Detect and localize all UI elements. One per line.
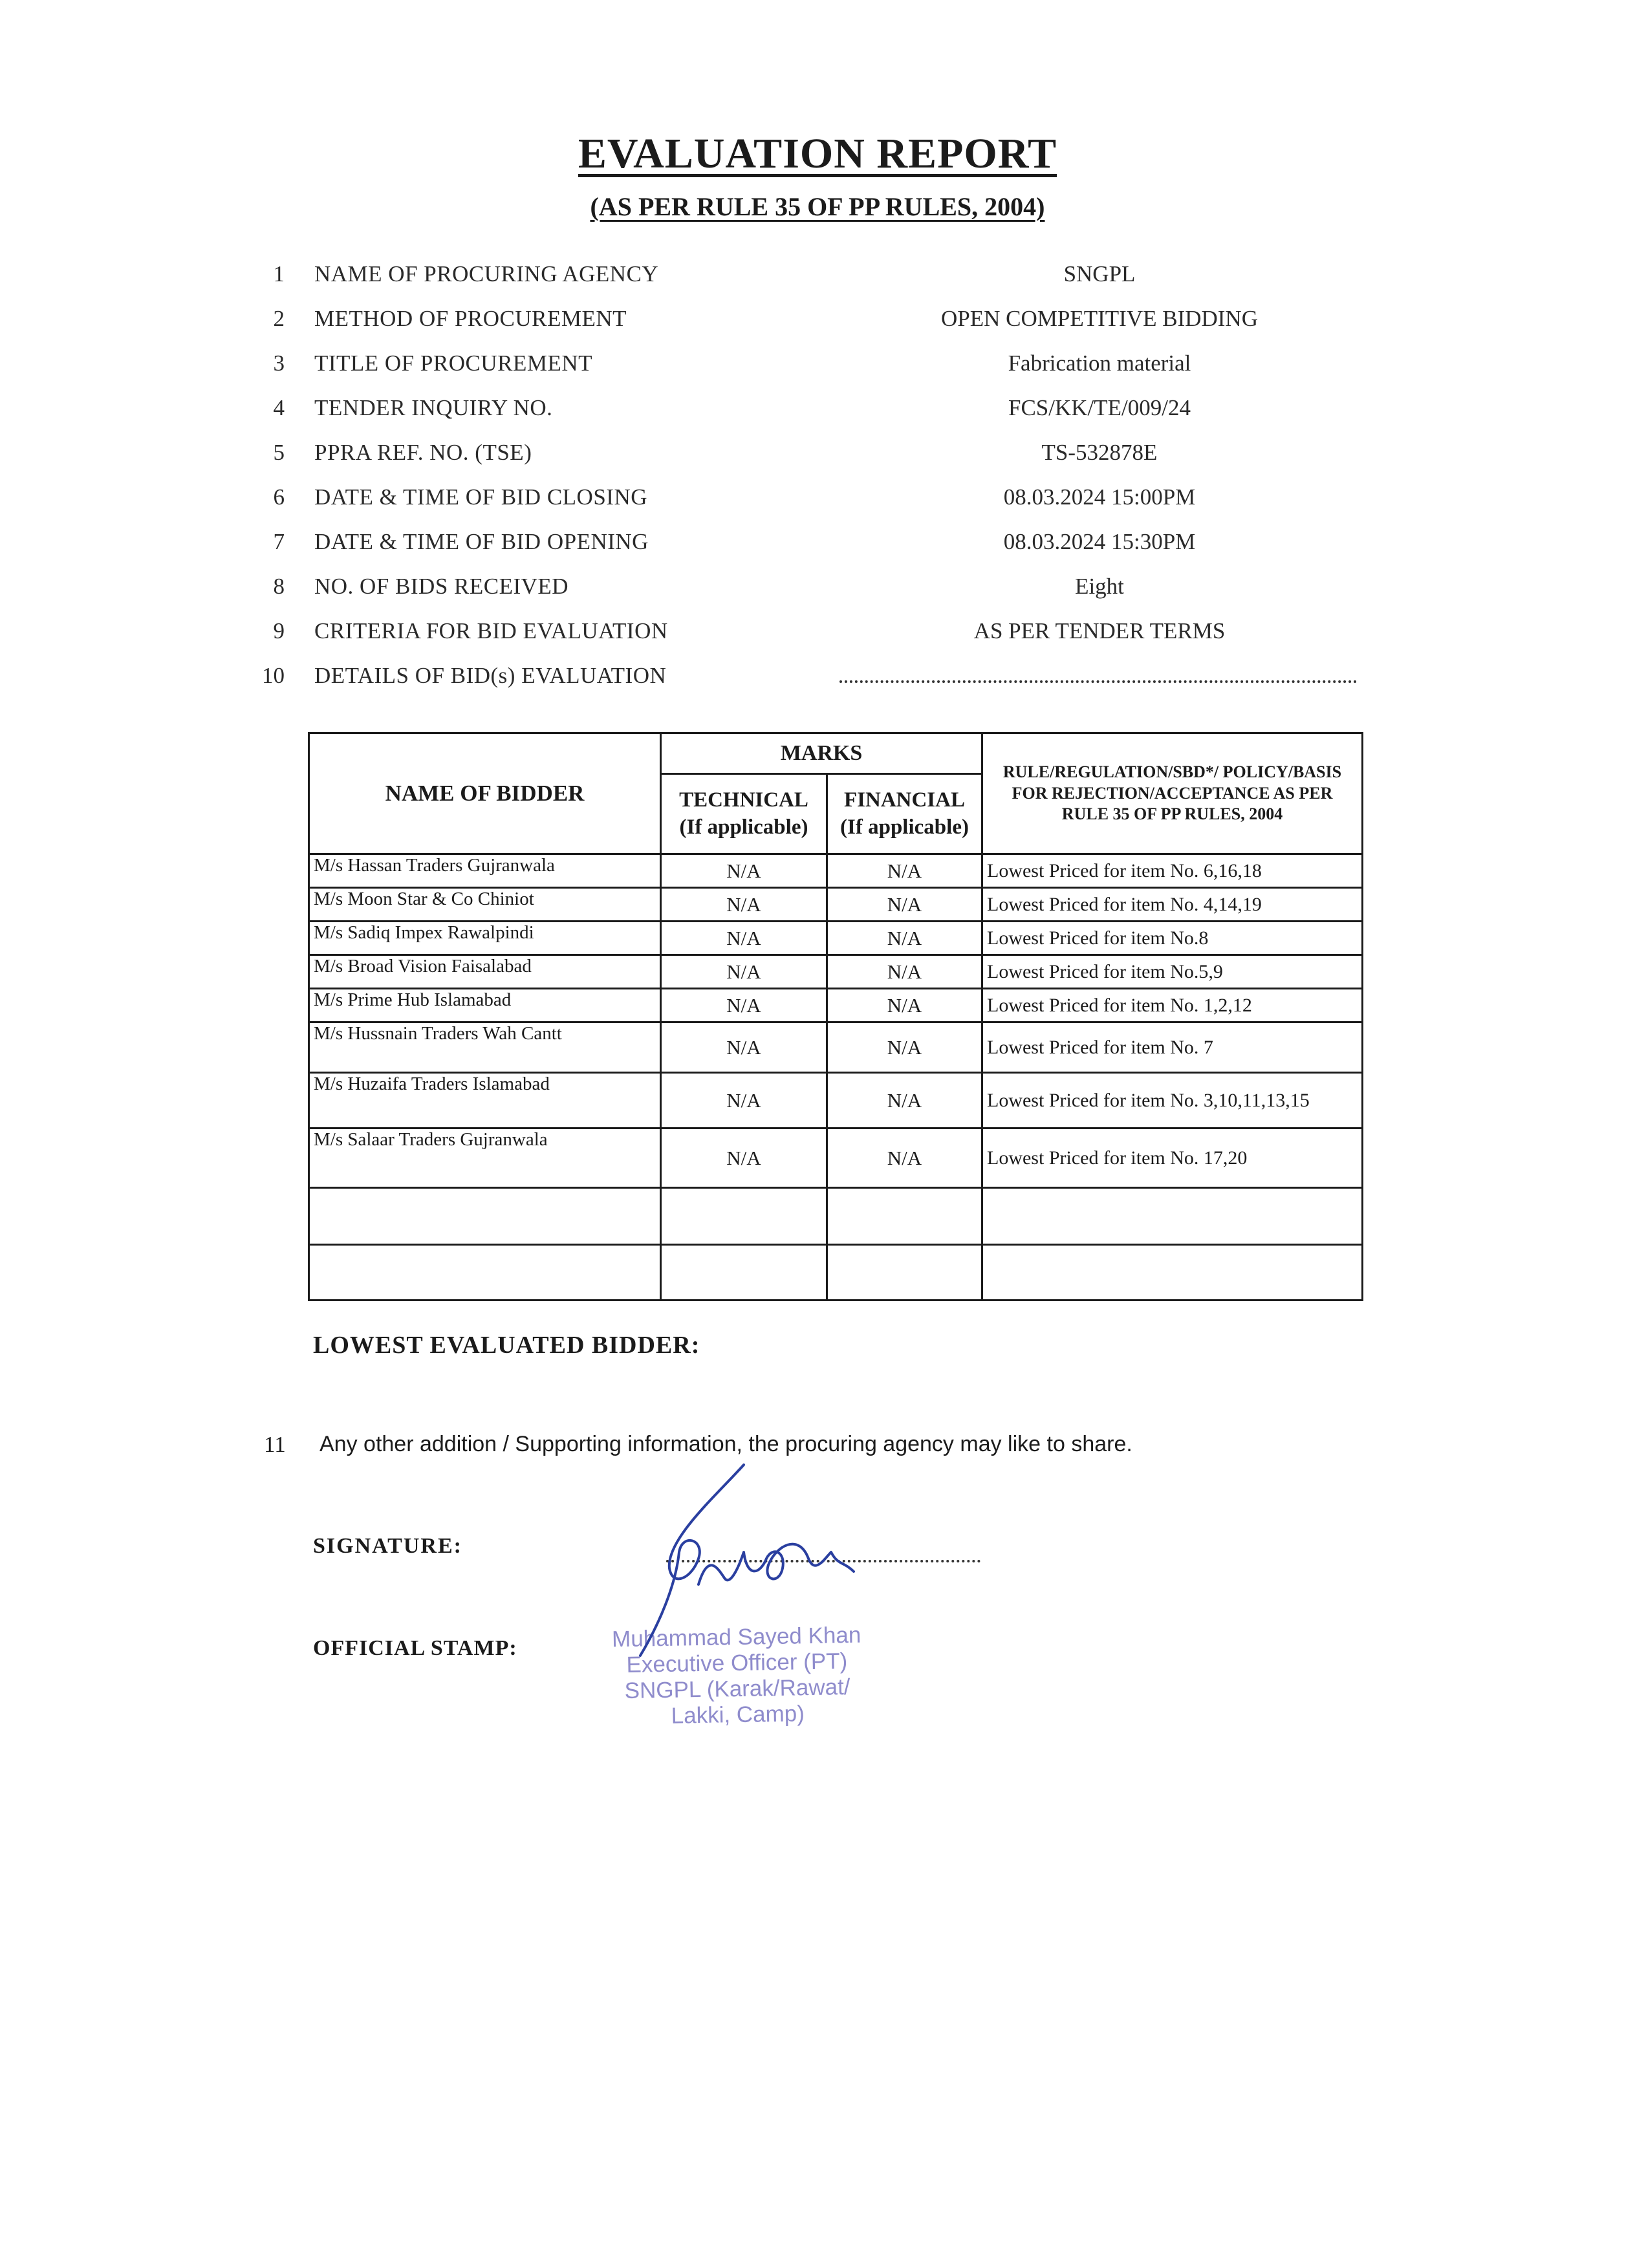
technical-mark: N/A bbox=[661, 955, 827, 989]
evaluation-basis: Lowest Priced for item No. 3,10,11,13,15 bbox=[982, 1073, 1363, 1129]
detail-value: Fabrication material bbox=[1008, 351, 1191, 376]
detail-number: 6 bbox=[273, 484, 285, 510]
detail-row bbox=[0, 618, 1635, 657]
financial-mark: N/A bbox=[827, 989, 982, 1022]
table-row bbox=[309, 1073, 1363, 1129]
financial-mark: N/A bbox=[827, 888, 982, 922]
empty-table-row bbox=[309, 1245, 1363, 1301]
detail-value: 08.03.2024 15:30PM bbox=[1003, 529, 1196, 554]
financial-mark: N/A bbox=[827, 1073, 982, 1129]
header-technical-note: (If applicable) bbox=[679, 815, 808, 839]
note-number: 11 bbox=[264, 1432, 286, 1457]
detail-label: PPRA REF. NO. (TSE) bbox=[314, 440, 532, 465]
evaluation-basis: Lowest Priced for item No. 4,14,19 bbox=[982, 888, 1363, 922]
bidder-name: M/s Broad Vision Faisalabad bbox=[309, 955, 661, 989]
bidder-name: M/s Hussnain Traders Wah Cantt bbox=[309, 1022, 661, 1073]
bidder-name: M/s Huzaifa Traders Islamabad bbox=[309, 1073, 661, 1129]
bidder-name: M/s Hassan Traders Gujranwala bbox=[309, 854, 661, 888]
technical-mark: N/A bbox=[661, 888, 827, 922]
detail-value: OPEN COMPETITIVE BIDDING bbox=[941, 306, 1258, 331]
detail-row bbox=[0, 529, 1635, 568]
stamp-line: SNGPL (Karak/Rawat/ bbox=[624, 1674, 850, 1704]
evaluation-basis: Lowest Priced for item No. 17,20 bbox=[982, 1129, 1363, 1188]
detail-label: DATE & TIME OF BID OPENING bbox=[314, 529, 649, 554]
table-row bbox=[309, 888, 1363, 922]
evaluation-basis: Lowest Priced for item No. 7 bbox=[982, 1022, 1363, 1073]
header-bidder-name: NAME OF BIDDER bbox=[309, 733, 661, 854]
detail-row bbox=[0, 351, 1635, 389]
detail-value: AS PER TENDER TERMS bbox=[973, 618, 1226, 643]
table-row bbox=[309, 1129, 1363, 1188]
report-subtitle: (AS PER RULE 35 OF PP RULES, 2004) bbox=[590, 192, 1045, 221]
lowest-evaluated-bidder-label: LOWEST EVALUATED BIDDER: bbox=[313, 1332, 700, 1359]
note-text: Any other addition / Supporting information, the procuring agency may like to share. bbox=[319, 1432, 1132, 1456]
detail-number: 8 bbox=[273, 574, 285, 599]
detail-label: NO. OF BIDS RECEIVED bbox=[314, 574, 569, 599]
report-title: EVALUATION REPORT bbox=[578, 130, 1057, 177]
bidder-name: M/s Sadiq Impex Rawalpindi bbox=[309, 922, 661, 955]
detail-label: TITLE OF PROCUREMENT bbox=[314, 351, 592, 376]
table-row bbox=[309, 922, 1363, 955]
financial-mark: N/A bbox=[827, 955, 982, 989]
signature-label: SIGNATURE: bbox=[313, 1534, 462, 1558]
detail-value: TS-532878E bbox=[1041, 440, 1158, 465]
technical-mark: N/A bbox=[661, 922, 827, 955]
technical-mark: N/A bbox=[661, 1073, 827, 1129]
detail-number: 2 bbox=[273, 306, 285, 331]
bidder-name: M/s Salaar Traders Gujranwala bbox=[309, 1129, 661, 1188]
financial-mark: N/A bbox=[827, 922, 982, 955]
technical-mark: N/A bbox=[661, 854, 827, 888]
bidder-name: M/s Prime Hub Islamabad bbox=[309, 989, 661, 1022]
technical-mark: N/A bbox=[661, 1022, 827, 1073]
evaluation-basis: Lowest Priced for item No.8 bbox=[982, 922, 1363, 955]
detail-number: 5 bbox=[273, 440, 285, 465]
detail-value: SNGPL bbox=[1063, 261, 1136, 286]
detail-label: CRITERIA FOR BID EVALUATION bbox=[314, 618, 668, 643]
detail-value: FCS/KK/TE/009/24 bbox=[1008, 395, 1191, 420]
stamp-line: Executive Officer (PT) bbox=[626, 1648, 848, 1678]
detail-label: TENDER INQUIRY NO. bbox=[314, 395, 553, 420]
detail-row bbox=[0, 395, 1635, 434]
header-technical bbox=[661, 774, 827, 854]
stamp-line: Muhammad Sayed Khan bbox=[611, 1622, 861, 1652]
table-header-row bbox=[309, 733, 1363, 774]
header-financial-label: FINANCIAL bbox=[843, 788, 965, 812]
detail-number: 1 bbox=[273, 261, 285, 286]
bid-evaluation-table bbox=[308, 732, 1363, 1301]
evaluation-basis: Lowest Priced for item No. 6,16,18 bbox=[982, 854, 1363, 888]
table-row bbox=[309, 955, 1363, 989]
table-row bbox=[309, 989, 1363, 1022]
technical-mark: N/A bbox=[661, 989, 827, 1022]
detail-value: Eight bbox=[1075, 574, 1124, 599]
detail-number: 9 bbox=[273, 618, 285, 643]
header-financial-note: (If applicable) bbox=[840, 815, 969, 839]
table-row bbox=[309, 854, 1363, 888]
header-technical-label: TECHNICAL bbox=[679, 788, 808, 812]
handwritten-signature bbox=[621, 1455, 893, 1669]
empty-table-row bbox=[309, 1188, 1363, 1245]
evaluation-basis: Lowest Priced for item No.5,9 bbox=[982, 955, 1363, 989]
detail-row bbox=[0, 663, 1635, 702]
financial-mark: N/A bbox=[827, 1022, 982, 1073]
detail-number: 10 bbox=[262, 663, 285, 688]
detail-label: NAME OF PROCURING AGENCY bbox=[314, 261, 659, 286]
detail-number: 7 bbox=[273, 529, 285, 554]
detail-value: 08.03.2024 15:00PM bbox=[1003, 484, 1196, 510]
detail-number: 4 bbox=[273, 395, 285, 420]
header-rule-basis: RULE/REGULATION/SBD*/ POLICY/BASIS FOR REJECTION/ACCEPTANCE AS PER RULE 35 OF PP RULES, 2004 bbox=[982, 733, 1363, 854]
table-row bbox=[309, 1022, 1363, 1073]
bidder-name: M/s Moon Star & Co Chiniot bbox=[309, 888, 661, 922]
header-marks: MARKS bbox=[661, 733, 982, 774]
evaluation-basis: Lowest Priced for item No. 1,2,12 bbox=[982, 989, 1363, 1022]
detail-row bbox=[0, 261, 1635, 300]
detail-label: METHOD OF PROCUREMENT bbox=[314, 306, 627, 331]
financial-mark: N/A bbox=[827, 1129, 982, 1188]
detail-label: DATE & TIME OF BID CLOSING bbox=[314, 484, 647, 510]
official-stamp-label: OFFICIAL STAMP: bbox=[313, 1636, 517, 1660]
header-financial bbox=[827, 774, 982, 854]
detail-row bbox=[0, 306, 1635, 345]
detail-label: DETAILS OF BID(s) EVALUATION bbox=[314, 663, 667, 688]
detail-row bbox=[0, 574, 1635, 612]
technical-mark: N/A bbox=[661, 1129, 827, 1188]
detail-number: 3 bbox=[273, 351, 285, 376]
stamp-line: Lakki, Camp) bbox=[671, 1701, 805, 1729]
detail-row bbox=[0, 440, 1635, 479]
detail-row bbox=[0, 484, 1635, 523]
dotted-leader bbox=[839, 674, 1357, 683]
financial-mark: N/A bbox=[827, 854, 982, 888]
